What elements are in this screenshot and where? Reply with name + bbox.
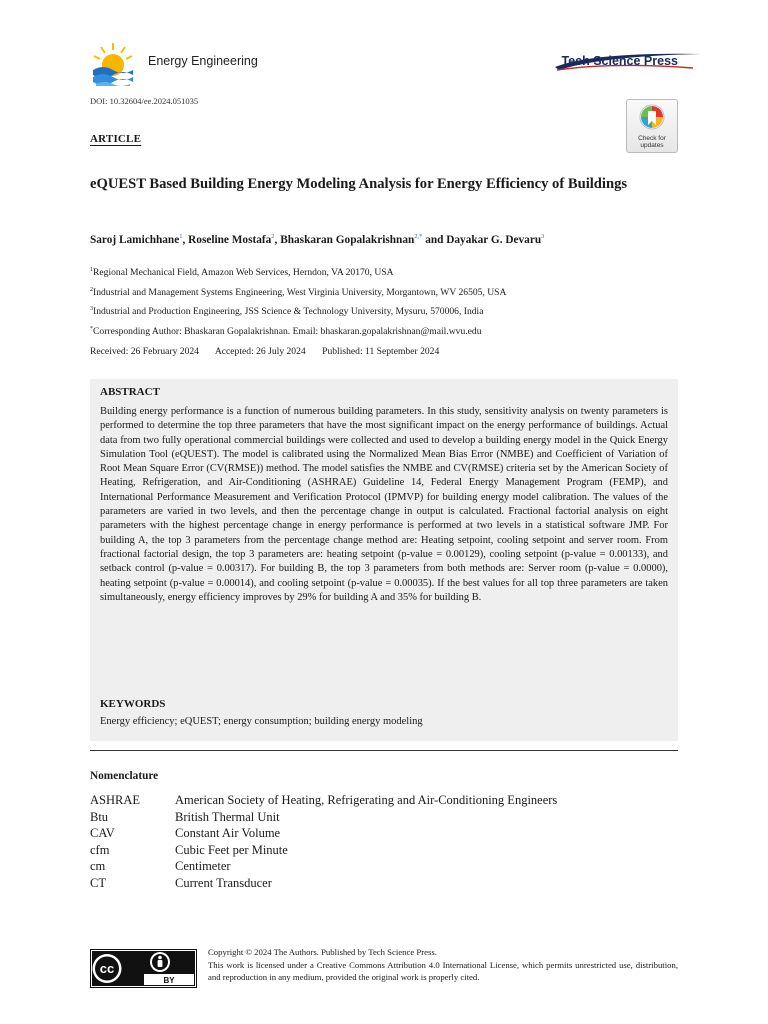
- author-separator: and: [422, 233, 447, 246]
- affiliation-text: Regional Mechanical Field, Amazon Web Services, Herndon, VA 20170, USA: [93, 267, 394, 279]
- page-header: [90, 38, 678, 98]
- nomenclature-row: [90, 842, 650, 859]
- nomenclature-row: [90, 858, 650, 875]
- nomenclature-abbreviation: Btu: [90, 809, 109, 824]
- accepted-date: Accepted: 26 July 2024: [214, 346, 306, 357]
- author-affiliation-marker[interactable]: 1: [179, 233, 183, 240]
- nomenclature-row: [90, 875, 650, 892]
- affiliation-marker: 2: [90, 287, 93, 293]
- author-affiliation-marker[interactable]: 3: [541, 233, 545, 240]
- abstract-box: [90, 379, 678, 741]
- affiliation-marker: 1: [90, 267, 93, 273]
- updates-line-2: updates: [640, 142, 664, 149]
- nomenclature-abbreviation: cfm: [90, 842, 110, 857]
- nomenclature-abbreviation: CT: [90, 875, 106, 890]
- received-date: Received: 26 February 2024: [90, 346, 199, 357]
- updates-line-1: Check for: [638, 135, 666, 142]
- nomenclature-abbreviation: cm: [90, 859, 106, 873]
- nomenclature-definition: British Thermal Unit: [175, 809, 280, 824]
- publisher-name: Tech Science Press: [561, 54, 678, 68]
- cc-badge-text: cc: [99, 961, 115, 976]
- license-statement[interactable]: This work is licensed under a Creative Commons Attribution 4.0 International License, which permits unrestricted use, distribution, and reproduction in any medium, provided the original work is properly cited.: [208, 959, 678, 982]
- abstract-heading: ABSTRACT: [100, 386, 160, 398]
- affiliation: [90, 306, 484, 317]
- article-type: ARTICLE: [90, 133, 142, 145]
- author-name[interactable]: Dayakar G. Devaru: [446, 233, 542, 246]
- publication-dates: [90, 346, 453, 357]
- author-affiliation-marker[interactable]: 2: [271, 233, 275, 240]
- nomenclature-list: [90, 792, 650, 891]
- nomenclature-definition: Current Transducer: [175, 875, 272, 890]
- updates-text: [627, 135, 677, 149]
- published-date: Published: 11 September 2024: [322, 346, 440, 357]
- article-title: eQUEST Based Building Energy Modeling Analysis for Energy Efficiency of Buildings: [90, 176, 628, 192]
- affiliation: [90, 267, 394, 278]
- nomenclature-definition: American Society of Heating, Refrigerating and Air-Conditioning Engineers: [175, 793, 558, 807]
- nomenclature-abbreviation: CAV: [90, 826, 115, 840]
- affiliation: [90, 287, 506, 298]
- keywords-heading: KEYWORDS: [100, 698, 166, 710]
- check-for-updates-button[interactable]: [626, 99, 678, 153]
- author-affiliation-marker[interactable]: 2,*: [414, 233, 423, 240]
- affiliation-text: Industrial and Management Systems Engineering, West Virginia University, Morgantown, WV 26505, USA: [93, 287, 507, 299]
- doi[interactable]: DOI: 10.32604/ee.2024.051035: [90, 96, 199, 106]
- license-footer: [90, 946, 678, 996]
- bookmark-ribbon-icon: [639, 104, 665, 134]
- author-name[interactable]: Bhaskaran Gopalakrishnan: [280, 233, 415, 246]
- nomenclature-heading: Nomenclature: [90, 770, 159, 782]
- nomenclature-definition: Constant Air Volume: [175, 826, 281, 840]
- journal-name: Energy Engineering: [148, 54, 258, 68]
- publisher-logo: [561, 52, 678, 74]
- affiliation-text: Industrial and Production Engineering, JSS Science & Technology University, Mysuru, 570006, India: [93, 306, 484, 318]
- corresponding-author-text[interactable]: Corresponding Author: Bhaskaran Gopalakrishnan. Email: bhaskaran.gopalakrishnan@mail.wvu.edu: [93, 326, 482, 338]
- affiliation-marker: *: [90, 326, 93, 332]
- nomenclature-row: [90, 809, 650, 826]
- nomenclature-abbreviation: ASHRAE: [90, 793, 141, 807]
- cc-by-license-icon[interactable]: [90, 949, 197, 988]
- author-separator: ,: [182, 233, 189, 246]
- nomenclature-row: [90, 792, 650, 809]
- abstract-text: Building energy performance is a function of numerous building parameters. In this study, sensitivity analysis on twenty parameters is performed to determine the top three parameters that have the most significant impact on the energy performance of buildings. Actual data from two fully operational commercial buildings were collected and used to develop a building energy model in the Quick Energy Simulation Tool (eQUEST). The model is calibrated using the Normalized Mean Bias Error (NMBE) and Coefficient of Variation of Root Mean Square Error (CV(RMSE)) method. The model satisfies the NMBE and CV(RMSE) criteria set by the American Society of Heating, Refrigeration, and Air-Conditioning (ASHRAE) Guideline 14, Federal Energy Management Program (FEMP), and International Performance Measurement and Verification Protocol (IPMVP) for building energy model calibration. The values of the parameters are varied in two levels, and then the percentage change in output is calculated. Fractional factorial analysis on eight parameters with the highest percentage change in energy performance is performed at two levels in a statistical software JMP. For building A, the top 3 parameters from the percentage change method are: Heating setpoint, cooling setpoint and server room. From fractional factorial design, the top 3 parameters are: heating setpoint (p-value = 0.00129), cooling setpoint (p-value = 0.00133), and setback control (p-value = 0.00317). For building B, the top 3 parameters from both methods are: Server room (p-value = 0.0000), heating setpoint (p-value = 0.00014), and cooling setpoint (p-value = 0.00035). If the best values for all top three parameters are taken simultaneously, energy efficiency improves by 29% for building A and 35% for building B.: [100, 406, 668, 603]
- corresponding-author: [90, 326, 482, 337]
- license-text: [208, 946, 678, 984]
- nomenclature-definition: Cubic Feet per Minute: [175, 842, 288, 857]
- copyright-line: Copyright © 2024 The Authors. Published by Tech Science Press.: [208, 947, 437, 957]
- nomenclature-definition: Centimeter: [175, 859, 231, 873]
- by-badge-text: BY: [163, 976, 175, 985]
- author-name[interactable]: Roseline Mostafa: [188, 233, 272, 246]
- keywords-text: Energy efficiency; eQUEST; energy consumption; building energy modeling: [100, 716, 423, 727]
- journal-logo-icon: [90, 40, 136, 88]
- section-divider: [90, 750, 678, 751]
- affiliation-marker: 3: [90, 306, 93, 312]
- nomenclature-row: [90, 825, 650, 842]
- author-name[interactable]: Saroj Lamichhane: [90, 233, 180, 246]
- author-list: [90, 233, 544, 246]
- author-separator: ,: [274, 233, 281, 246]
